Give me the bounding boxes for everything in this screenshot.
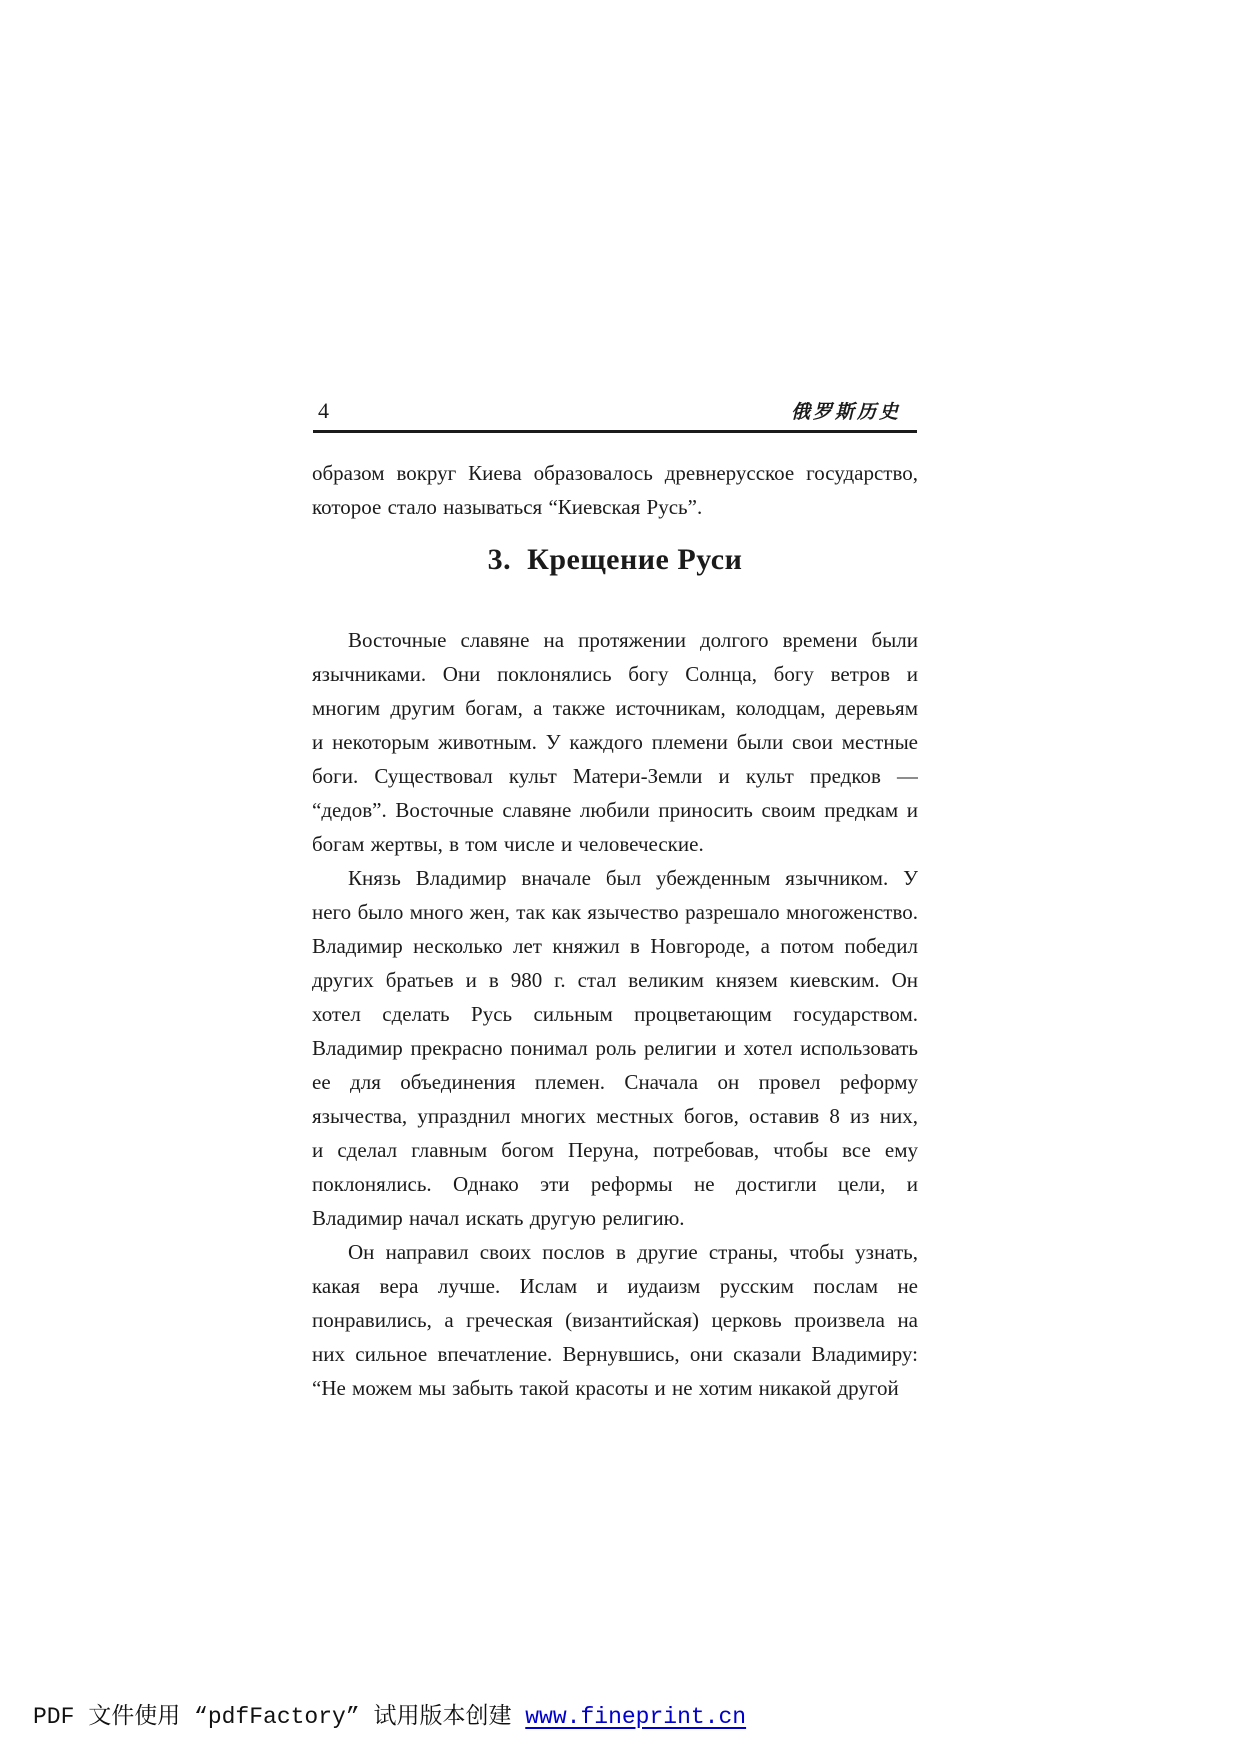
text-line: многим другим богам, а также источникам, колодцам, деревьям	[312, 696, 918, 720]
section-number: 3.	[487, 543, 512, 576]
text-line: и некоторым животным. У каждого племени были свои местные	[312, 730, 918, 754]
text-line: “дедов”. Восточные славяне любили приносить своим предкам и	[312, 798, 918, 822]
text-line: какая вера лучше. Ислам и иудаизм русским послам не	[312, 1274, 918, 1298]
text-line: боги. Существовал культ Матери-Земли и культ предков —	[312, 764, 918, 788]
header-divider	[313, 430, 917, 433]
paragraph	[312, 861, 918, 1235]
document-body	[312, 456, 918, 1405]
text-line: Владимир начал искать другую религию.	[312, 1206, 685, 1230]
text-line: которое стало называться “Киевская Русь”.	[312, 495, 703, 519]
paragraph	[312, 1235, 918, 1405]
paragraph	[312, 456, 918, 524]
page-number: 4	[318, 398, 329, 423]
running-header-title: 俄罗斯历史	[790, 401, 901, 423]
text-line: Владимир несколько лет княжил в Новгороде, а потом победил	[312, 934, 918, 958]
text-line: хотел сделать Русь сильным процветающим государством.	[312, 1002, 918, 1026]
text-line: и сделал главным богом Перуна, потребовав, чтобы все ему	[312, 1138, 918, 1162]
footer-text: PDF 文件使用 “pdfFactory” 试用版本创建	[33, 1704, 526, 1730]
paragraph	[312, 623, 918, 861]
section-heading	[312, 538, 918, 582]
text-line: понравились, а греческая (византийская) церковь произвела на	[312, 1308, 918, 1332]
text-line: язычниками. Они поклонялись богу Солнца, богу ветров и	[312, 662, 918, 686]
text-line: Восточные славяне на протяжении долгого времени были	[348, 628, 918, 652]
text-line: язычества, упразднил многих местных богов, оставив 8 из них,	[312, 1104, 918, 1128]
text-line: других братьев и в 980 г. стал великим князем киевским. Он	[312, 968, 918, 992]
text-line: образом вокруг Киева образовалось древнерусское государство,	[312, 461, 918, 485]
text-line: ее для объединения племен. Сначала он провел реформу	[312, 1070, 918, 1094]
footer-watermark	[33, 1702, 746, 1732]
text-line: него было много жен, так как язычество разрешало многоженство.	[312, 900, 918, 924]
text-line: богам жертвы, в том числе и человеческие.	[312, 832, 704, 856]
text-line: Владимир прекрасно понимал роль религии и хотел использовать	[312, 1036, 918, 1060]
footer-link[interactable]: www.fineprint.cn	[525, 1704, 747, 1730]
text-line: них сильное впечатление. Вернувшись, они сказали Владимиру:	[312, 1342, 918, 1366]
text-line: Он направил своих послов в другие страны, чтобы узнать,	[348, 1240, 918, 1264]
text-line: Князь Владимир вначале был убежденным язычником. У	[348, 866, 918, 890]
page-header	[313, 398, 917, 424]
text-line: поклонялись. Однако эти реформы не достигли цели, и	[312, 1172, 918, 1196]
text-line: “Не можем мы забыть такой красоты и не хотим никакой другой	[312, 1376, 899, 1400]
section-title: Крещение Руси	[527, 543, 743, 576]
